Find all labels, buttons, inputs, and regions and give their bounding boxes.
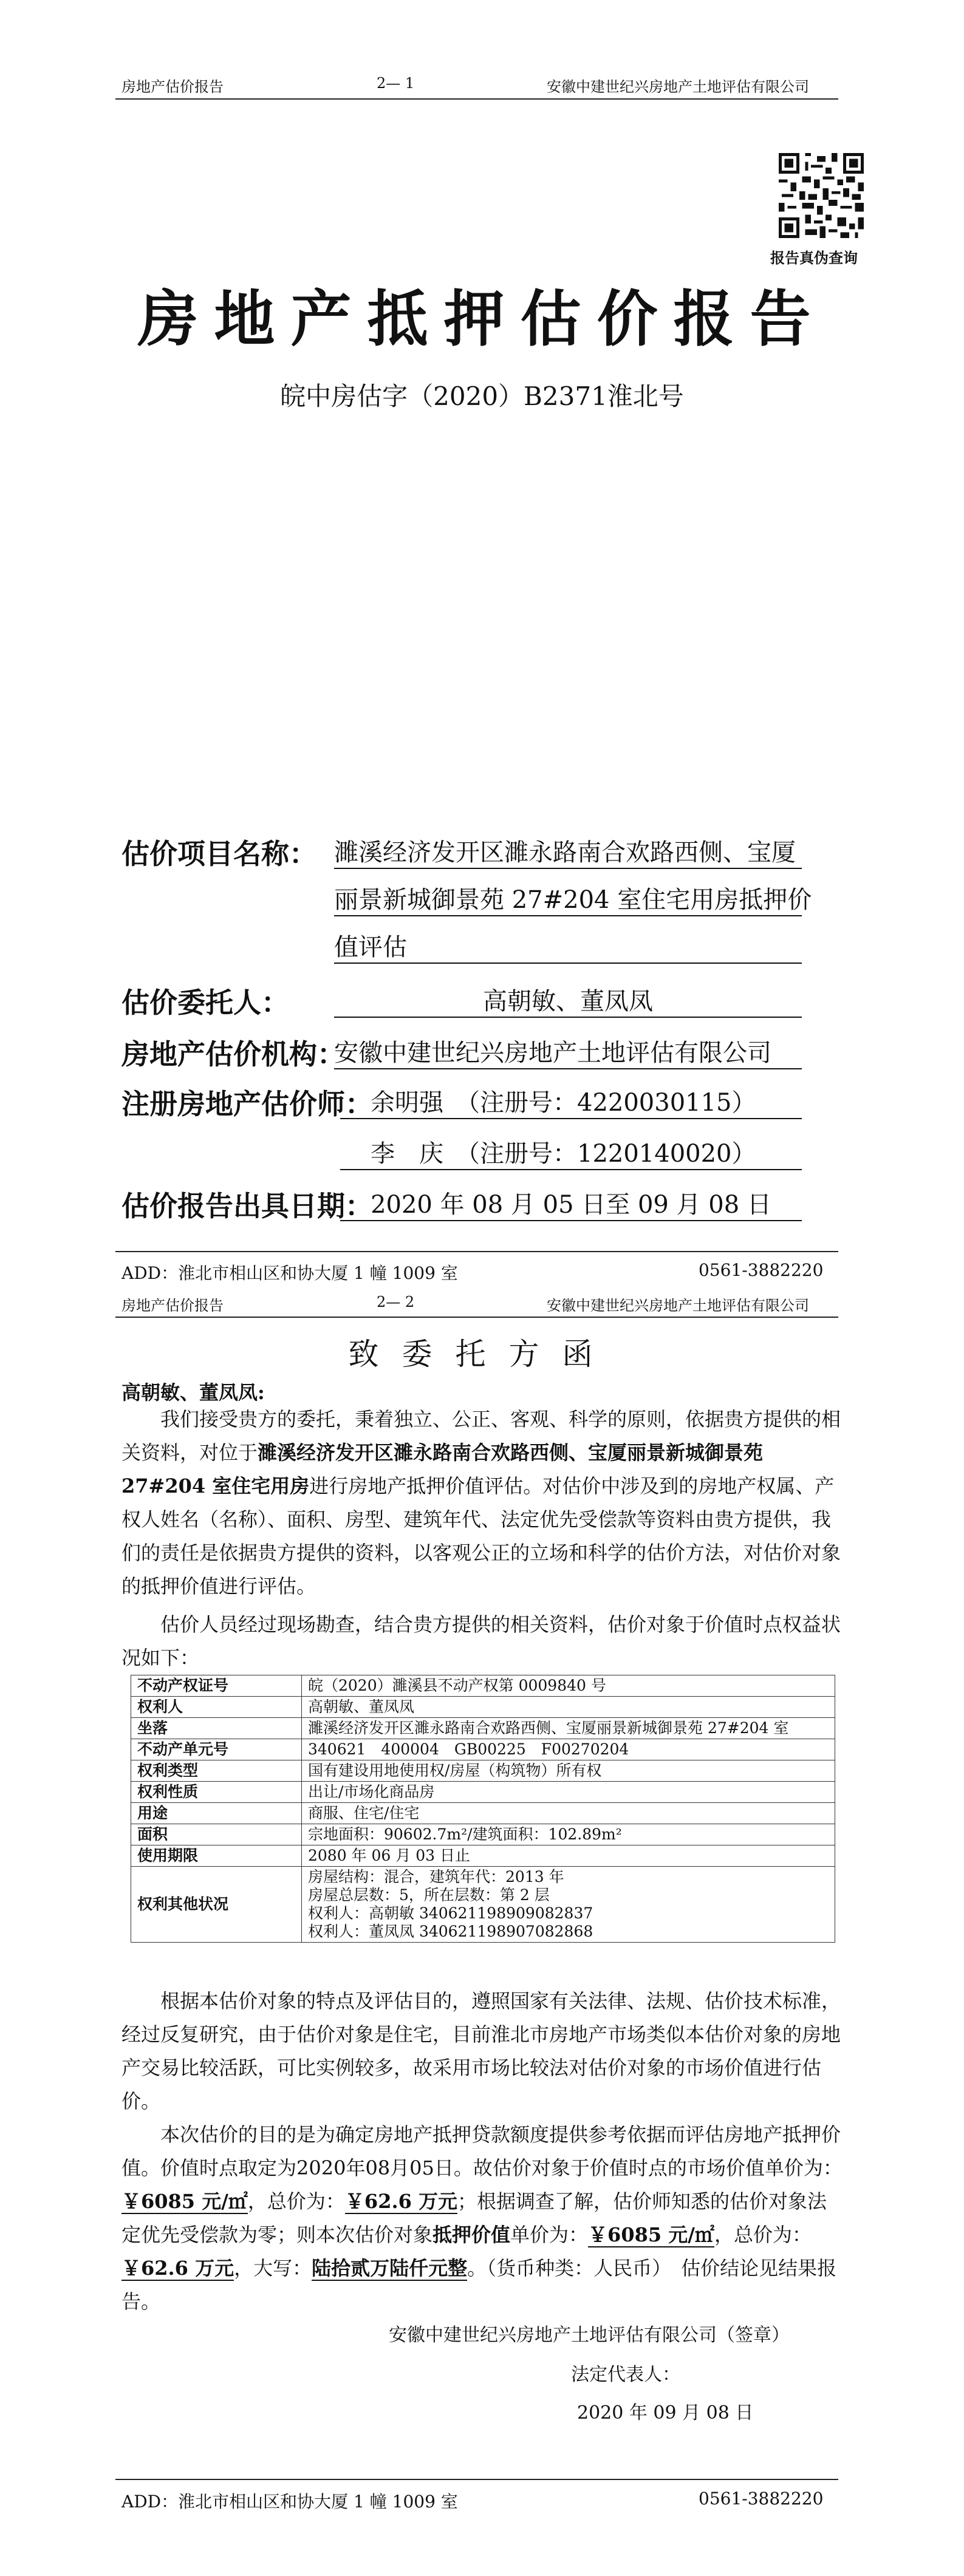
- table-row: [131, 1803, 835, 1824]
- table-row: [131, 1782, 835, 1803]
- qr-code-icon[interactable]: [779, 153, 864, 238]
- table-key: 面积: [131, 1824, 302, 1845]
- client-value: 高朝敏、董凤凤: [334, 982, 802, 1018]
- report-number: 皖中房估字（2020）B2371淮北号: [280, 381, 684, 411]
- signature-company: 安徽中建世纪兴房地产土地评估有限公司（签章）: [389, 2325, 790, 2346]
- appraiser-label: 注册房地产估价师：: [121, 1088, 373, 1120]
- amount-in-words: 陆拾贰万陆仟元整: [312, 2257, 468, 2280]
- appraiser-2: 李 庆 （注册号：1220140020）: [340, 1134, 802, 1170]
- paragraph-1-text-a: 我们接受贵方的委托，秉着独立、公正、客观、科学的原则，依据贵方提供的相关资料，对位于: [121, 1408, 841, 1464]
- page1-header-page-number: 2— 1: [377, 75, 415, 92]
- agency-value: 安徽中建世纪兴房地产土地评估有限公司: [334, 1034, 802, 1069]
- table-key: 不动产单元号: [131, 1739, 302, 1760]
- mortgage-unit-price: ￥6085 元/㎡: [588, 2223, 714, 2246]
- other-status-line: 房屋结构：混合，建筑年代：2013 年: [308, 1868, 564, 1886]
- page2-header-left: 房地产估价报告: [121, 1297, 224, 1314]
- paragraph-4-text-f: ，总价为：: [714, 2223, 812, 2246]
- page2-footer-phone: 0561-3882220: [699, 2489, 824, 2509]
- page1-header-rule: [115, 98, 838, 100]
- page1-header-right: 安徽中建世纪兴房地产土地评估有限公司: [547, 78, 809, 95]
- legal-representative-label: 法定代表人：: [571, 2364, 680, 2385]
- table-row: [131, 1845, 835, 1867]
- rights-table: [131, 1675, 835, 1943]
- table-value: 皖（2020）濉溪县不动产权第 0009840 号: [302, 1675, 835, 1697]
- paragraph-4: [121, 2118, 844, 2319]
- paragraph-4-text-h: 。（货币种类：人民币） 估价结论见结果报告。: [121, 2257, 837, 2313]
- table-row: [131, 1760, 835, 1782]
- page1-footer-address: ADD：淮北市相山区和协大厦 1 幢 1009 室: [121, 1263, 458, 1283]
- paragraph-3: 根据本估价对象的特点及评估目的，遵照国家有关法律、法规、估价技术标准，经过反复研究，由于估价对象是住宅，目前淮北市房地产市场类似本估价对象的房地产交易比较活跃，可比实例较多，故采用市场比较法对估价对象的市场价值进行估价。: [121, 1989, 841, 2113]
- table-value: 商服、住宅/住宅: [302, 1803, 835, 1824]
- table-key: 用途: [131, 1803, 302, 1824]
- table-value: 宗地面积：90602.7m²/建筑面积：102.89m²: [302, 1824, 835, 1845]
- market-total-price: ￥62.6 万元: [344, 2190, 458, 2213]
- table-key: 权利人: [131, 1697, 302, 1718]
- table-key: 不动产权证号: [131, 1675, 302, 1697]
- table-value: 出让/市场化商品房: [302, 1782, 835, 1803]
- project-name-line-1: 濉溪经济发开区濉永路南合欢路西侧、宝厦: [334, 833, 802, 869]
- signature-date: 2020 年 09 月 08 日: [577, 2402, 754, 2424]
- report-date-value: 2020 年 08 月 05 日至 09 月 08 日: [340, 1185, 802, 1221]
- table-key: 权利类型: [131, 1760, 302, 1782]
- letter-title: 致委托方函: [348, 1337, 616, 1372]
- paragraph-4-text-e: 单价为：: [510, 2223, 589, 2246]
- table-key: 权利性质: [131, 1782, 302, 1803]
- table-value: 340621 400004 GB00225 F00270204: [302, 1739, 835, 1760]
- other-status-line: 房屋总层数：5，所在层数：第 2 层: [308, 1886, 550, 1904]
- table-row: [131, 1697, 835, 1718]
- project-name-line-3: 值评估: [334, 928, 802, 964]
- agency-label: 房地产估价机构：: [121, 1038, 345, 1071]
- paragraph-4-text-a: 本次估价的目的是为确定房地产抵押贷款额度提供参考依据而评估房地产抵押价值。价值时点取定为2020年08月05日。故估价对象于价值时点的市场价值单价为：: [121, 2123, 843, 2179]
- salutation: 高朝敏、董凤凤:: [121, 1381, 265, 1404]
- mortgage-value-label: 抵押价值: [432, 2223, 511, 2246]
- table-value: 国有建设用地使用权/房屋（构筑物）所有权: [302, 1760, 835, 1782]
- page2-header-page-number: 2— 2: [377, 1293, 415, 1310]
- table-row: [131, 1867, 835, 1943]
- table-key: 使用期限: [131, 1845, 302, 1867]
- client-label: 估价委托人：: [121, 986, 289, 1019]
- page1-footer-rule: [115, 1251, 838, 1252]
- paragraph-2: 估价人员经过现场勘查，结合贵方提供的相关资料，估价对象于价值时点权益状况如下：: [121, 1613, 841, 1669]
- report-date-label: 估价报告出具日期：: [121, 1190, 373, 1222]
- paragraph-4-text-g: ，大写：: [234, 2257, 312, 2280]
- table-row: [131, 1675, 835, 1697]
- market-unit-price: ￥6085 元/㎡: [121, 2190, 248, 2213]
- other-status-line: 权利人：高朝敏 340621198909082837: [308, 1904, 593, 1922]
- table-row: [131, 1739, 835, 1760]
- page1-header-left: 房地产估价报告: [121, 78, 224, 95]
- paragraph-4-text-c: ；根据调查了解，估价师知悉的估价对象法定优先受偿款为零；则本次估价对象: [121, 2190, 827, 2246]
- table-value: 高朝敏、董凤凤: [302, 1697, 835, 1718]
- table-row: [131, 1824, 835, 1845]
- appraiser-1: 余明强 （注册号：4220030115）: [340, 1083, 802, 1119]
- project-name-line-2: 丽景新城御景苑 27#204 室住宅用房抵押价: [334, 881, 802, 916]
- paragraph-4-text-b: ，总价为：: [247, 2190, 345, 2213]
- property-address-bold: 濉溪经济发开区濉永路南合欢路西侧、宝厦丽景新城御景苑 27#204 室住宅用房: [121, 1441, 764, 1498]
- page2-header-rule: [115, 1317, 838, 1318]
- project-name-label: 估价项目名称：: [121, 837, 317, 870]
- paragraph-1-text-c: 进行房地产抵押价值评估。对估价中涉及到的房地产权属、产权人姓名（名称）、面积、房型、建筑年代、法定优先受偿款等资料由贵方提供，我们的责任是依据贵方提供的资料，以客观公正的立场和科学的估价方法，对估价对象的抵押价值进行评估。: [121, 1474, 841, 1598]
- page2-header-right: 安徽中建世纪兴房地产土地评估有限公司: [547, 1297, 809, 1314]
- table-key: 权利其他状况: [131, 1867, 302, 1943]
- table-value: 濉溪经济发开区濉永路南合欢路西侧、宝厦丽景新城御景苑 27#204 室: [302, 1718, 835, 1739]
- table-value: 2080 年 06 月 03 日止: [302, 1845, 835, 1867]
- other-status-line: 权利人：董凤凤 340621198907082868: [308, 1923, 593, 1940]
- page2-footer-rule: [115, 2479, 838, 2480]
- mortgage-total-price: ￥62.6 万元: [121, 2257, 234, 2280]
- report-title: 房地产抵押估价报告: [137, 283, 827, 355]
- table-key: 坐落: [131, 1718, 302, 1739]
- table-value-multiline: [302, 1867, 835, 1943]
- page1-footer-phone: 0561-3882220: [699, 1260, 824, 1280]
- table-row: [131, 1718, 835, 1739]
- page2-footer-address: ADD：淮北市相山区和协大厦 1 幢 1009 室: [121, 2492, 458, 2512]
- paragraph-1: [121, 1403, 844, 1603]
- qr-caption: 报告真伪查询: [770, 249, 858, 267]
